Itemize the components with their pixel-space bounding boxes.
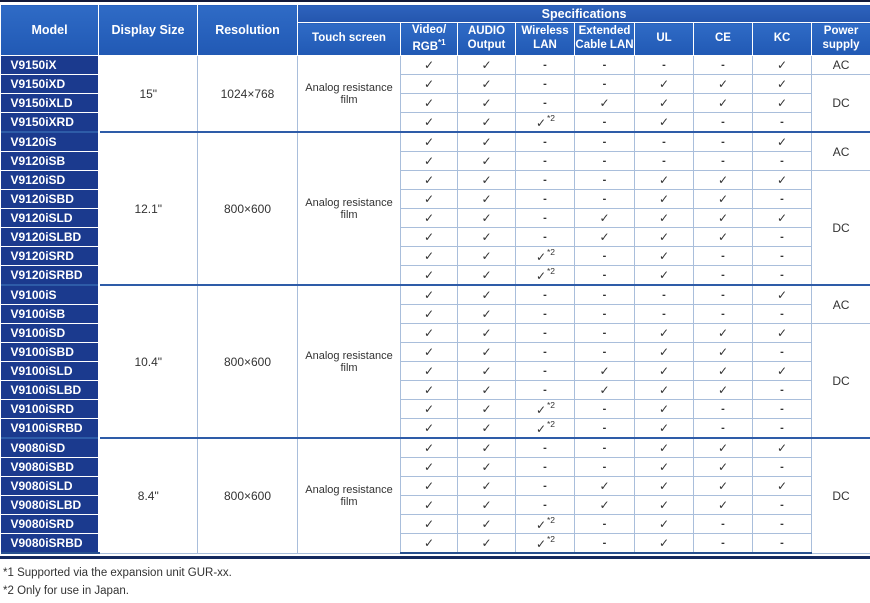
supported-cell: ✓	[401, 228, 458, 247]
not-supported-cell: -	[694, 152, 753, 171]
model-cell: V9080iSRBD	[1, 534, 99, 554]
resolution-cell: 1024×768	[198, 56, 298, 133]
not-supported-cell: -	[694, 400, 753, 419]
footnote2-marker: *2	[547, 534, 555, 544]
supported-cell: ✓	[694, 190, 753, 209]
supported-cell: ✓$^{*2}$	[516, 266, 575, 286]
not-supported-cell: -	[516, 132, 575, 152]
supported-cell: ✓	[694, 228, 753, 247]
supported-cell: ✓	[458, 75, 516, 94]
supported-cell: ✓	[694, 209, 753, 228]
footnote-1: *1 Supported via the expansion unit GUR-xx.	[3, 566, 870, 580]
model-cell: V9100iSLD	[1, 362, 99, 381]
not-supported-cell: -	[753, 458, 812, 477]
supported-cell: ✓	[694, 381, 753, 400]
supported-cell: ✓	[694, 477, 753, 496]
supported-cell: ✓	[635, 438, 694, 458]
not-supported-cell: -	[575, 400, 635, 419]
supported-cell: ✓	[458, 132, 516, 152]
power-supply-cell: DC	[812, 324, 870, 439]
supported-cell: ✓	[635, 400, 694, 419]
not-supported-cell: -	[516, 343, 575, 362]
supported-cell: ✓	[694, 438, 753, 458]
footnotes	[3, 566, 870, 599]
supported-cell: ✓	[635, 247, 694, 266]
supported-cell: ✓	[458, 247, 516, 266]
not-supported-cell: -	[694, 132, 753, 152]
model-cell: V9100iSLBD	[1, 381, 99, 400]
supported-cell: ✓$^{*2}$	[516, 113, 575, 133]
footnote1-marker: *1	[438, 38, 446, 47]
supported-cell: ✓	[401, 113, 458, 133]
supported-cell: ✓	[575, 228, 635, 247]
supported-cell: ✓	[458, 266, 516, 286]
supported-cell: ✓	[635, 94, 694, 113]
supported-cell: ✓	[635, 228, 694, 247]
supported-cell: ✓	[458, 190, 516, 209]
resolution-cell: 800×600	[198, 132, 298, 285]
footnote2-marker: *2	[547, 419, 555, 429]
supported-cell: ✓	[635, 190, 694, 209]
not-supported-cell: -	[516, 209, 575, 228]
touch-screen-cell: Analog resistance film	[298, 56, 401, 133]
model-cell: V9120iSBD	[1, 190, 99, 209]
supported-cell: ✓	[458, 362, 516, 381]
supported-cell: ✓	[635, 419, 694, 439]
model-cell: V9120iSD	[1, 171, 99, 190]
not-supported-cell: -	[575, 171, 635, 190]
not-supported-cell: -	[516, 56, 575, 75]
not-supported-cell: -	[516, 362, 575, 381]
supported-cell: ✓	[753, 56, 812, 75]
table-row	[1, 285, 870, 305]
spec-table	[0, 4, 870, 554]
not-supported-cell: -	[516, 171, 575, 190]
supported-cell: ✓	[694, 458, 753, 477]
not-supported-cell: -	[694, 285, 753, 305]
supported-cell: ✓	[458, 496, 516, 515]
power-supply-cell: AC	[812, 132, 870, 171]
not-supported-cell: -	[753, 343, 812, 362]
column-header-model: Model	[1, 5, 99, 56]
model-cell: V9080iSLBD	[1, 496, 99, 515]
supported-cell: ✓	[401, 266, 458, 286]
supported-cell: ✓	[458, 171, 516, 190]
supported-cell: ✓	[458, 228, 516, 247]
supported-cell: ✓	[458, 534, 516, 554]
supported-cell: ✓	[694, 94, 753, 113]
column-header-power-supply: Power supply	[812, 23, 870, 56]
supported-cell: ✓	[753, 75, 812, 94]
supported-cell: ✓	[401, 247, 458, 266]
not-supported-cell: -	[575, 534, 635, 554]
supported-cell: ✓	[458, 515, 516, 534]
supported-cell: ✓	[401, 438, 458, 458]
not-supported-cell: -	[575, 266, 635, 286]
supported-cell: ✓	[401, 324, 458, 343]
touch-screen-cell: Analog resistance film	[298, 285, 401, 438]
not-supported-cell: -	[516, 190, 575, 209]
footnote2-marker: *2	[547, 266, 555, 276]
supported-cell: ✓	[694, 362, 753, 381]
not-supported-cell: -	[694, 56, 753, 75]
supported-cell: ✓	[575, 362, 635, 381]
not-supported-cell: -	[575, 324, 635, 343]
model-cell: V9080iSBD	[1, 458, 99, 477]
display-size-cell: 15"	[99, 56, 198, 133]
supported-cell: ✓	[635, 266, 694, 286]
footnote2-marker: *2	[547, 113, 555, 123]
touch-screen-cell: Analog resistance film	[298, 132, 401, 285]
not-supported-cell: -	[516, 75, 575, 94]
header-top-row	[1, 5, 870, 23]
supported-cell: ✓	[401, 75, 458, 94]
supported-cell: ✓	[401, 400, 458, 419]
supported-cell: ✓	[458, 94, 516, 113]
supported-cell: ✓	[575, 94, 635, 113]
supported-cell: ✓	[753, 94, 812, 113]
supported-cell: ✓	[401, 381, 458, 400]
supported-cell: ✓	[401, 171, 458, 190]
footnote2-marker: *2	[547, 515, 555, 525]
not-supported-cell: -	[694, 515, 753, 534]
model-cell: V9080iSD	[1, 438, 99, 458]
display-size-cell: 10.4"	[99, 285, 198, 438]
column-header-resolution: Resolution	[198, 5, 298, 56]
not-supported-cell: -	[753, 496, 812, 515]
table-header	[1, 5, 870, 56]
supported-cell: ✓	[635, 534, 694, 554]
not-supported-cell: -	[575, 247, 635, 266]
column-header-ul: UL	[635, 23, 694, 56]
supported-cell: ✓	[458, 209, 516, 228]
model-cell: V9100iSRD	[1, 400, 99, 419]
supported-cell: ✓	[458, 419, 516, 439]
supported-cell: ✓	[458, 477, 516, 496]
model-cell: V9120iSRD	[1, 247, 99, 266]
not-supported-cell: -	[516, 94, 575, 113]
not-supported-cell: -	[516, 438, 575, 458]
column-header-audio-output: AUDIO Output	[458, 23, 516, 56]
supported-cell: ✓$^{*2}$	[516, 419, 575, 439]
display-size-cell: 8.4"	[99, 438, 198, 553]
resolution-cell: 800×600	[198, 285, 298, 438]
supported-cell: ✓	[694, 496, 753, 515]
model-cell: V9120iSLD	[1, 209, 99, 228]
not-supported-cell: -	[753, 515, 812, 534]
supported-cell: ✓	[694, 75, 753, 94]
model-cell: V9080iSLD	[1, 477, 99, 496]
model-cell: V9100iSD	[1, 324, 99, 343]
not-supported-cell: -	[635, 285, 694, 305]
table-row	[1, 56, 870, 75]
supported-cell: ✓	[635, 343, 694, 362]
not-supported-cell: -	[694, 247, 753, 266]
supported-cell: ✓	[401, 534, 458, 554]
supported-cell: ✓	[401, 496, 458, 515]
supported-cell: ✓	[401, 343, 458, 362]
supported-cell: ✓	[401, 190, 458, 209]
power-supply-cell: DC	[812, 75, 870, 133]
not-supported-cell: -	[694, 419, 753, 439]
supported-cell: ✓	[635, 362, 694, 381]
display-size-cell: 12.1"	[99, 132, 198, 285]
power-supply-cell: DC	[812, 438, 870, 553]
not-supported-cell: -	[694, 266, 753, 286]
supported-cell: ✓	[458, 400, 516, 419]
touch-screen-cell: Analog resistance film	[298, 438, 401, 553]
supported-cell: ✓	[575, 477, 635, 496]
supported-cell: ✓	[753, 362, 812, 381]
supported-cell: ✓	[401, 132, 458, 152]
not-supported-cell: -	[753, 228, 812, 247]
not-supported-cell: -	[753, 113, 812, 133]
not-supported-cell: -	[516, 228, 575, 247]
footnote2-marker: *2	[547, 247, 555, 257]
supported-cell: ✓	[753, 171, 812, 190]
not-supported-cell: -	[753, 534, 812, 554]
supported-cell: ✓	[635, 496, 694, 515]
supported-cell: ✓	[635, 209, 694, 228]
not-supported-cell: -	[516, 285, 575, 305]
supported-cell: ✓	[458, 324, 516, 343]
not-supported-cell: -	[575, 343, 635, 362]
model-cell: V9150iX	[1, 56, 99, 75]
not-supported-cell: -	[694, 305, 753, 324]
supported-cell: ✓	[575, 209, 635, 228]
specifications-banner: Specifications	[298, 5, 870, 23]
supported-cell: ✓	[401, 94, 458, 113]
supported-cell: ✓	[635, 75, 694, 94]
footnote2-marker: *2	[547, 400, 555, 410]
supported-cell: ✓	[753, 209, 812, 228]
not-supported-cell: -	[575, 113, 635, 133]
model-cell: V9120iSB	[1, 152, 99, 171]
column-header-wireless-lan: Wireless LAN	[516, 23, 575, 56]
supported-cell: ✓$^{*2}$	[516, 534, 575, 554]
not-supported-cell: -	[635, 132, 694, 152]
supported-cell: ✓	[401, 56, 458, 75]
column-header-extended-cable-lan: Extended Cable LAN	[575, 23, 635, 56]
not-supported-cell: -	[575, 515, 635, 534]
column-header-video-rgb: Video/ RGB$^{*1}$	[401, 23, 458, 56]
supported-cell: ✓	[401, 209, 458, 228]
not-supported-cell: -	[575, 438, 635, 458]
not-supported-cell: -	[753, 381, 812, 400]
supported-cell: ✓	[753, 438, 812, 458]
supported-cell: ✓	[694, 324, 753, 343]
supported-cell: ✓$^{*2}$	[516, 400, 575, 419]
power-supply-cell: AC	[812, 285, 870, 324]
footnote-2: *2 Only for use in Japan.	[3, 584, 870, 598]
supported-cell: ✓	[458, 343, 516, 362]
supported-cell: ✓	[401, 285, 458, 305]
not-supported-cell: -	[575, 190, 635, 209]
supported-cell: ✓	[401, 515, 458, 534]
supported-cell: ✓	[401, 152, 458, 171]
supported-cell: ✓	[575, 381, 635, 400]
supported-cell: ✓	[694, 343, 753, 362]
model-cell: V9150iXLD	[1, 94, 99, 113]
power-supply-cell: DC	[812, 171, 870, 286]
column-header-touch-screen: Touch screen	[298, 23, 401, 56]
not-supported-cell: -	[635, 152, 694, 171]
not-supported-cell: -	[516, 305, 575, 324]
not-supported-cell: -	[694, 534, 753, 554]
supported-cell: ✓	[575, 496, 635, 515]
supported-cell: ✓	[635, 458, 694, 477]
model-cell: V9120iSLBD	[1, 228, 99, 247]
supported-cell: ✓	[753, 477, 812, 496]
supported-cell: ✓	[458, 381, 516, 400]
not-supported-cell: -	[575, 152, 635, 171]
model-cell: V9100iSRBD	[1, 419, 99, 439]
model-cell: V9120iSRBD	[1, 266, 99, 286]
column-header-ce: CE	[694, 23, 753, 56]
supported-cell: ✓	[753, 132, 812, 152]
not-supported-cell: -	[575, 458, 635, 477]
model-cell: V9120iS	[1, 132, 99, 152]
model-cell: V9100iS	[1, 285, 99, 305]
not-supported-cell: -	[575, 285, 635, 305]
spec-table-body	[1, 56, 870, 554]
table-row	[1, 438, 870, 458]
not-supported-cell: -	[753, 190, 812, 209]
model-cell: V9100iSBD	[1, 343, 99, 362]
model-cell: V9080iSRD	[1, 515, 99, 534]
supported-cell: ✓	[635, 477, 694, 496]
not-supported-cell: -	[516, 324, 575, 343]
column-header-display-size: Display Size	[99, 5, 198, 56]
not-supported-cell: -	[635, 56, 694, 75]
supported-cell: ✓	[753, 285, 812, 305]
supported-cell: ✓	[401, 419, 458, 439]
bottom-border-bar	[0, 556, 870, 559]
not-supported-cell: -	[575, 419, 635, 439]
not-supported-cell: -	[753, 419, 812, 439]
not-supported-cell: -	[753, 152, 812, 171]
supported-cell: ✓	[458, 458, 516, 477]
supported-cell: ✓	[401, 477, 458, 496]
supported-cell: ✓$^{*2}$	[516, 515, 575, 534]
supported-cell: ✓	[401, 458, 458, 477]
not-supported-cell: -	[516, 152, 575, 171]
not-supported-cell: -	[575, 75, 635, 94]
model-cell: V9150iXD	[1, 75, 99, 94]
supported-cell: ✓	[401, 305, 458, 324]
not-supported-cell: -	[753, 266, 812, 286]
supported-cell: ✓	[401, 362, 458, 381]
supported-cell: ✓	[458, 285, 516, 305]
supported-cell: ✓	[635, 113, 694, 133]
supported-cell: ✓	[635, 324, 694, 343]
column-header-kc: KC	[753, 23, 812, 56]
not-supported-cell: -	[694, 113, 753, 133]
not-supported-cell: -	[575, 132, 635, 152]
not-supported-cell: -	[753, 305, 812, 324]
not-supported-cell: -	[516, 477, 575, 496]
model-cell: V9150iXRD	[1, 113, 99, 133]
supported-cell: ✓	[458, 305, 516, 324]
supported-cell: ✓	[694, 171, 753, 190]
supported-cell: ✓	[753, 324, 812, 343]
not-supported-cell: -	[635, 305, 694, 324]
resolution-cell: 800×600	[198, 438, 298, 553]
not-supported-cell: -	[516, 381, 575, 400]
power-supply-cell: AC	[812, 56, 870, 75]
not-supported-cell: -	[575, 305, 635, 324]
supported-cell: ✓	[458, 56, 516, 75]
not-supported-cell: -	[516, 458, 575, 477]
not-supported-cell: -	[753, 400, 812, 419]
supported-cell: ✓	[458, 152, 516, 171]
supported-cell: ✓	[635, 171, 694, 190]
supported-cell: ✓	[458, 438, 516, 458]
supported-cell: ✓	[635, 515, 694, 534]
not-supported-cell: -	[516, 496, 575, 515]
supported-cell: ✓	[635, 381, 694, 400]
supported-cell: ✓	[458, 113, 516, 133]
model-cell: V9100iSB	[1, 305, 99, 324]
not-supported-cell: -	[753, 247, 812, 266]
not-supported-cell: -	[575, 56, 635, 75]
supported-cell: ✓$^{*2}$	[516, 247, 575, 266]
table-row	[1, 132, 870, 152]
